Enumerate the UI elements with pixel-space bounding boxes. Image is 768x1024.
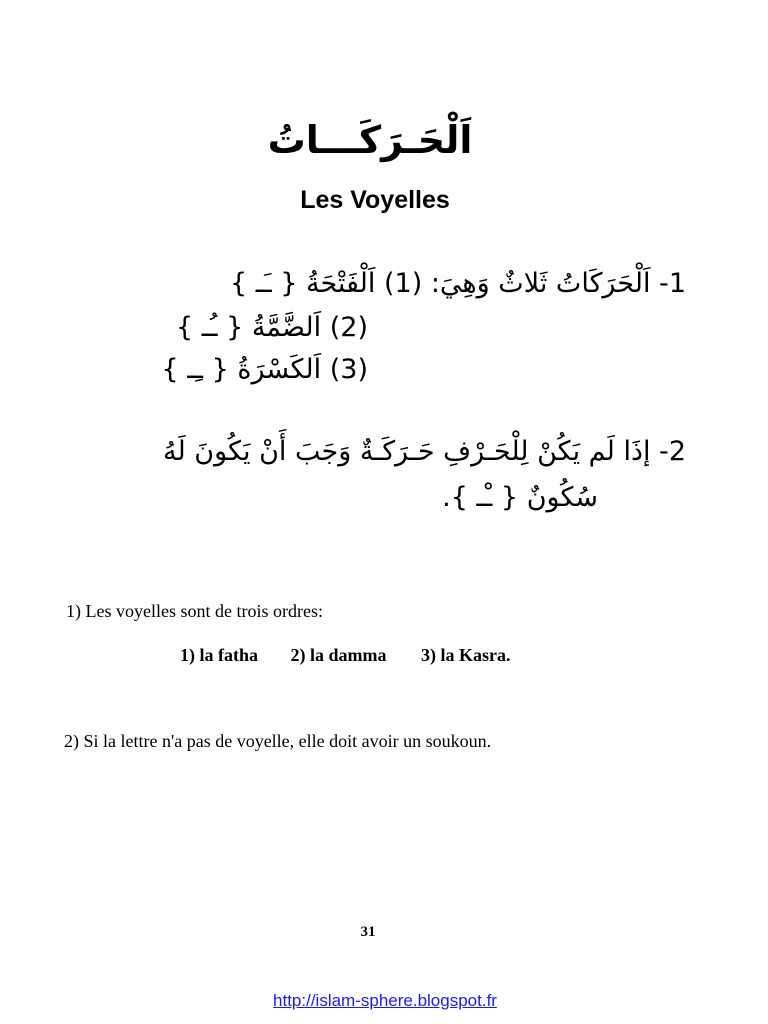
fatha-mark: { ـَـ } — [230, 268, 298, 299]
rule2-arabic-line1: 2- إذَا لَم يَكُنْ لِلْحَـرْفِ حَـرَكَـةٌ وَجَبَ أَنْ يَكُونَ لَهُ — [163, 436, 686, 467]
french-rule1-intro: 1) Les voyelles sont de trois ordres: — [66, 601, 323, 621]
damma-mark: { ـُـ } — [175, 312, 244, 343]
kasra-mark: { ـِـ } — [161, 354, 229, 385]
arabic-title: اَلْحَـرَكَـــاتُ — [267, 118, 473, 162]
sukun-mark: { ـْـ }. — [442, 482, 519, 513]
rule1-line2-text: (2) اَلضَّمَّةُ — [251, 312, 368, 343]
french-rule2: 2) Si la lettre n'a pas de voyelle, elle doit avoir un soukoun. — [64, 731, 492, 751]
rule1-arabic-line1 — [230, 264, 686, 304]
rule1-line3-text: (3) اَلكَسْرَةُ — [237, 354, 368, 385]
source-link[interactable]: http://islam-sphere.blogspot.fr — [273, 991, 497, 1010]
rule1-arabic-line3 — [161, 350, 368, 390]
vowel-kasra: 3) la Kasra. — [421, 645, 511, 665]
vowel-fatha: 1) la fatha — [180, 645, 258, 665]
rule2-arabic-line2 — [442, 478, 598, 518]
french-vowel-list — [180, 645, 511, 666]
french-title: Les Voyelles — [300, 186, 450, 214]
rule2-line2-text: سُكُونٌ — [526, 482, 598, 513]
vowel-damma: 2) la damma — [290, 645, 387, 665]
page-number: 31 — [360, 924, 376, 940]
rule1-arabic-line2 — [176, 308, 368, 348]
rule1-line1-text: 1- اَلْحَرَكَاتُ ثَلاثٌ وَهِيَ: (1) اَلْفَتْحَةُ — [305, 268, 686, 299]
